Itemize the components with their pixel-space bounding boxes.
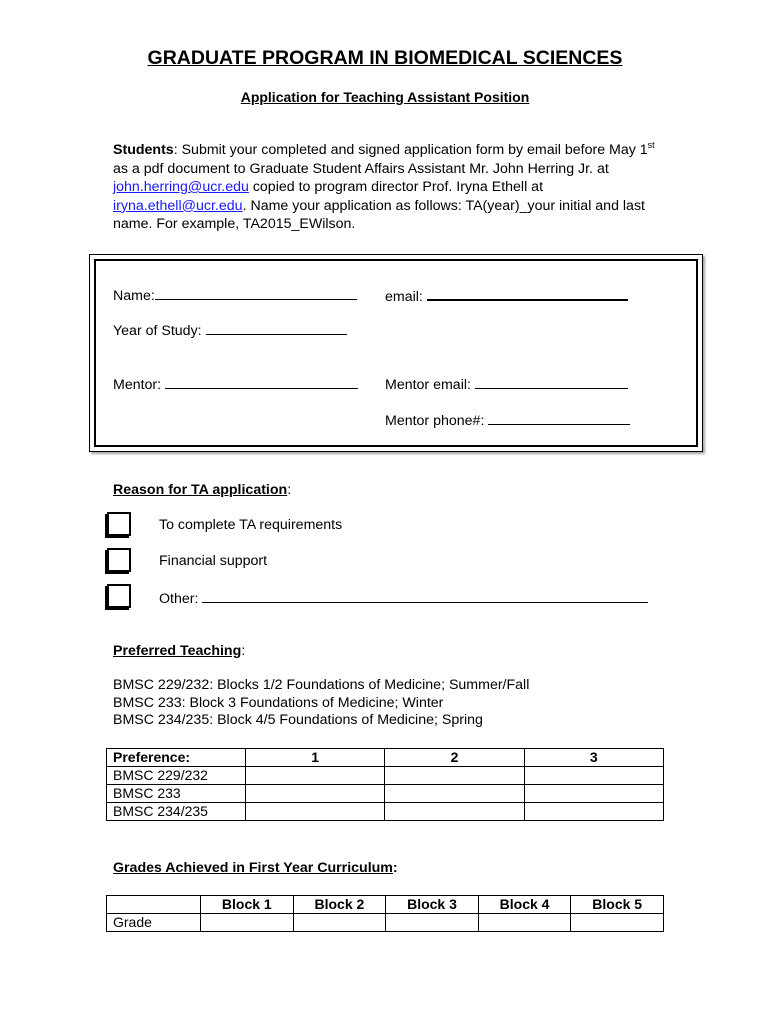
- mentor-email-label: Mentor email:: [385, 377, 471, 393]
- page-subtitle: Application for Teaching Assistant Position: [240, 89, 530, 105]
- mentor-phone-field[interactable]: [385, 411, 630, 429]
- instructions-paragraph: [113, 141, 663, 234]
- preference-col-3: 3: [524, 749, 663, 767]
- course-cell: BMSC 229/232: [107, 767, 246, 785]
- grades-heading: [113, 860, 398, 876]
- preference-col-2: 2: [385, 749, 524, 767]
- option-other-field[interactable]: [159, 589, 648, 607]
- grades-header-row: [107, 896, 664, 914]
- preference-header: Preference:: [107, 749, 246, 767]
- grade-cell[interactable]: [386, 914, 479, 932]
- instructions-text-2: as a pdf document to Graduate Student Affairs Assistant Mr. John Herring Jr. at: [113, 160, 609, 177]
- table-row: [107, 803, 664, 821]
- option-ta-requirements: To complete TA requirements: [159, 517, 343, 533]
- grade-cell[interactable]: [293, 914, 386, 932]
- option-other-label: Other:: [159, 591, 199, 607]
- reason-heading-colon: :: [287, 482, 292, 498]
- preference-cell[interactable]: [246, 785, 385, 803]
- course-cell: BMSC 233: [107, 785, 246, 803]
- instructions-text-4: . Name your application as follows: TA(year)_your initial and last name. For example, TA2015_EWilson.: [113, 197, 645, 232]
- reason-heading: [113, 482, 291, 498]
- instructions-text-1: : Submit your completed and signed application form by email before May 1: [173, 142, 648, 158]
- preference-cell[interactable]: [246, 803, 385, 821]
- preference-col-1: 1: [246, 749, 385, 767]
- course-list: [113, 677, 529, 730]
- course-cell: BMSC 234/235: [107, 803, 246, 821]
- grades-col-block-1: Block 1: [201, 896, 294, 914]
- mentor-email-line[interactable]: [475, 375, 628, 389]
- preferred-heading-text: Preferred Teaching: [113, 643, 242, 659]
- year-of-study-label: Year of Study:: [113, 323, 202, 339]
- course-item: BMSC 233: Block 3 Foundations of Medicine; Winter: [113, 694, 444, 711]
- email-label: email:: [385, 289, 423, 305]
- option-other-line[interactable]: [202, 589, 648, 603]
- mentor-field[interactable]: [113, 375, 358, 393]
- preference-cell[interactable]: [246, 767, 385, 785]
- grades-col-block-4: Block 4: [478, 896, 571, 914]
- year-of-study-line[interactable]: [206, 321, 347, 335]
- checkbox-ta-requirements[interactable]: [107, 512, 131, 536]
- grades-col-block-3: Block 3: [386, 896, 479, 914]
- mentor-phone-line[interactable]: [488, 411, 630, 425]
- preferred-heading-colon: :: [241, 643, 246, 659]
- preferred-heading: [113, 643, 245, 659]
- course-item: BMSC 234/235: Block 4/5 Foundations of Medicine; Spring: [113, 712, 483, 728]
- grades-col-block-2: Block 2: [293, 896, 386, 914]
- preference-cell[interactable]: [524, 803, 663, 821]
- grade-cell[interactable]: [201, 914, 294, 932]
- reason-heading-text: Reason for TA application: [113, 482, 288, 498]
- checkbox-other[interactable]: [107, 584, 131, 608]
- grade-row-label: Grade: [107, 914, 201, 932]
- grades-heading-text: Grades Achieved in First Year Curriculum: [113, 860, 393, 876]
- grade-cell[interactable]: [478, 914, 571, 932]
- instructions-sup: st: [647, 140, 655, 150]
- grades-table: [106, 895, 664, 932]
- mentor-email-field[interactable]: [385, 375, 628, 393]
- name-field[interactable]: [113, 286, 357, 304]
- name-line[interactable]: [155, 286, 357, 300]
- preference-header-row: [107, 749, 664, 767]
- course-item: BMSC 229/232: Blocks 1/2 Foundations of Medicine; Summer/Fall: [113, 677, 530, 693]
- preference-cell[interactable]: [524, 785, 663, 803]
- table-row: [107, 767, 664, 785]
- grades-heading-colon: :: [392, 860, 398, 876]
- email-line[interactable]: [427, 286, 628, 301]
- table-row: [107, 785, 664, 803]
- grade-cell[interactable]: [571, 914, 664, 932]
- preference-cell[interactable]: [385, 767, 524, 785]
- grades-corner-cell: [107, 896, 201, 914]
- preference-table: [106, 748, 664, 821]
- preference-cell[interactable]: [385, 803, 524, 821]
- grades-col-block-5: Block 5: [571, 896, 664, 914]
- table-row: [107, 914, 664, 932]
- preference-cell[interactable]: [385, 785, 524, 803]
- preference-cell[interactable]: [524, 767, 663, 785]
- name-label: Name:: [113, 288, 155, 304]
- mentor-label: Mentor:: [113, 377, 162, 393]
- email-link-herring[interactable]: john.herring@ucr.edu: [113, 179, 249, 195]
- year-of-study-field[interactable]: [113, 321, 347, 339]
- mentor-phone-label: Mentor phone#:: [385, 413, 485, 429]
- email-field[interactable]: [385, 286, 628, 305]
- page-title: GRADUATE PROGRAM IN BIOMEDICAL SCIENCES: [147, 47, 623, 69]
- instructions-lead: Students: [113, 142, 174, 158]
- email-link-ethell[interactable]: iryna.ethell@ucr.edu: [113, 197, 243, 214]
- mentor-line[interactable]: [165, 375, 358, 389]
- option-financial-support: Financial support: [159, 553, 268, 569]
- instructions-text-3: copied to program director Prof. Iryna Ethell at: [248, 179, 544, 195]
- checkbox-financial-support[interactable]: [107, 548, 131, 572]
